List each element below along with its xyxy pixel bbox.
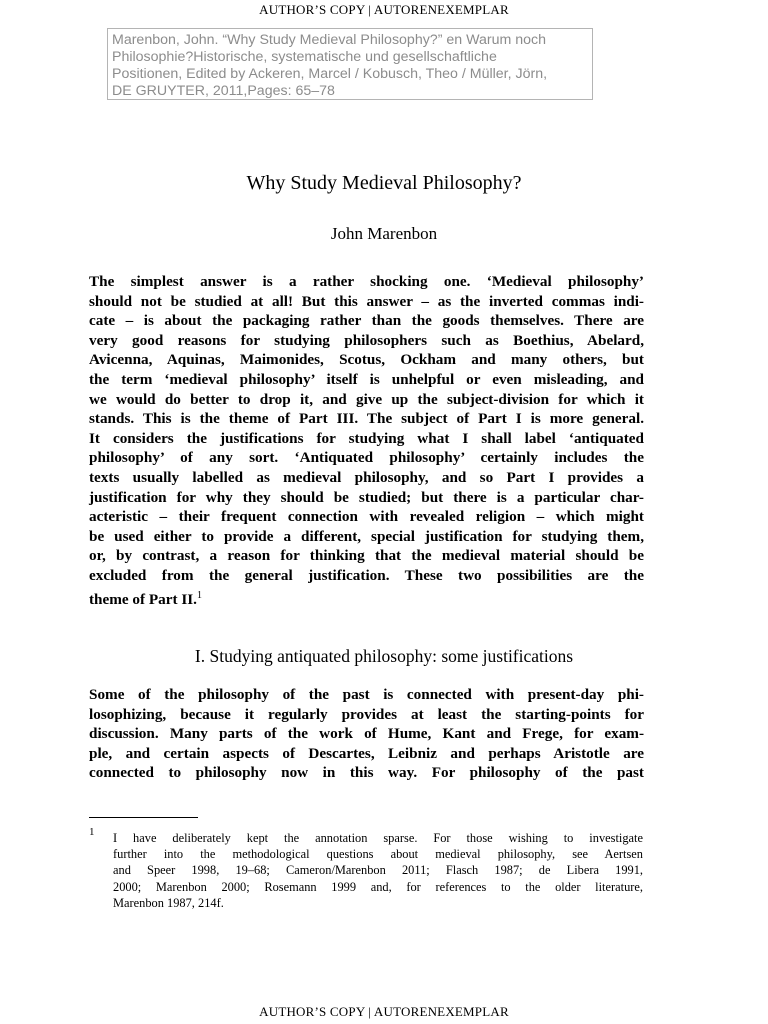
paragraph-line: philosophy’ of any sort. ‘Antiquated philosophy’ certainly includes the — [89, 449, 644, 467]
footnote-number: 1 — [89, 826, 95, 838]
intro-paragraph — [89, 272, 644, 608]
paragraph-line: texts usually labelled as medieval philosophy, and so Part I provides a — [89, 468, 644, 486]
article-author: John Marenbon — [330, 224, 438, 243]
authors-copy-header: AUTHOR’S COPY | AUTORENEXEMPLAR — [259, 2, 509, 17]
paragraph-last-line — [89, 586, 644, 606]
footnote-line: further into the methodological questions about medieval philosophy, see Aertsen — [113, 847, 643, 862]
authors-copy-footer: AUTHOR’S COPY | AUTORENEXEMPLAR — [259, 1004, 509, 1019]
footnote-line: Marenbon 1987, 214f. — [113, 895, 224, 910]
paragraph-line: acteristic – their frequent connection with revealed religion – which might — [89, 508, 644, 526]
citation-box — [107, 28, 593, 100]
paragraph-line: Avicenna, Aquinas, Maimonides, Scotus, Ockham and many others, but — [89, 351, 644, 369]
paragraph-line: be used either to provide a different, special justification for studying them, — [89, 527, 644, 545]
paragraph-line: we would do better to drop it, and give up the subject-division for which it — [89, 390, 644, 408]
paragraph-line: discussion. Many parts of the work of Hume, Kant and Frege, for exam- — [89, 725, 644, 743]
paragraph-line: the term ‘medieval philosophy’ itself is unhelpful or even misleading, and — [89, 370, 644, 388]
paragraph-line: connected to philosophy now in this way. For philosophy of the past — [89, 764, 644, 782]
paragraph-line: justification for why they should be studied; but there is a particular char- — [89, 488, 644, 506]
article-title: Why Study Medieval Philosophy? — [246, 172, 522, 194]
section-heading: I. Studying antiquated philosophy: some justifications — [194, 646, 574, 666]
paragraph-line: ple, and certain aspects of Descartes, Leibniz and perhaps Aristotle are — [89, 744, 644, 762]
paragraph-line: or, by contrast, a reason for thinking that the medieval material should be — [89, 547, 644, 565]
footnote-line: I have deliberately kept the annotation sparse. For those wishing to investigate — [113, 831, 643, 845]
paragraph-line: very good reasons for studying philosophers such as Boethius, Abelard, — [89, 331, 644, 349]
paragraph-line: cate – is about the packaging rather than the goods themselves. There are — [89, 312, 644, 330]
citation-line: Philosophie?Historische, systematische und gesellschaftliche — [112, 49, 497, 65]
paragraph-last-line-text: theme of Part II. — [89, 590, 197, 608]
footnote-divider — [89, 817, 198, 818]
citation-line: Positionen, Edited by Ackeren, Marcel / Kobusch, Theo / Müller, Jörn, — [112, 66, 548, 82]
section-paragraph — [89, 685, 644, 783]
footnote-reference[interactable]: 1 — [196, 589, 202, 601]
footnote-line: 2000; Marenbon 2000; Rosemann 1999 and, for references to the older literature, — [113, 879, 643, 894]
citation-line: Marenbon, John. “Why Study Medieval Philosophy?” en Warum noch — [112, 32, 546, 48]
footnote-text — [113, 830, 643, 911]
paragraph-line: stands. This is the theme of Part III. The subject of Part I is more general. — [89, 410, 644, 428]
paragraph-line: losophizing, because it regularly provides at least the starting-points for — [89, 705, 644, 723]
paragraph-line: Some of the philosophy of the past is connected with present-day phi- — [89, 686, 644, 703]
citation-line: DE GRUYTER, 2011,Pages: 65–78 — [112, 83, 335, 99]
paragraph-line: should not be studied at all! But this answer – as the inverted commas indi- — [89, 292, 644, 310]
paragraph-line: It considers the justifications for studying what I shall label ‘antiquated — [89, 429, 644, 447]
paragraph-line: The simplest answer is a rather shocking one. ‘Medieval philosophy’ — [89, 273, 644, 290]
footnote-line: and Speer 1998, 19–68; Cameron/Marenbon 2011; Flasch 1987; de Libera 1991, — [113, 863, 643, 878]
paragraph-line: excluded from the general justification. These two possibilities are the — [89, 566, 644, 584]
